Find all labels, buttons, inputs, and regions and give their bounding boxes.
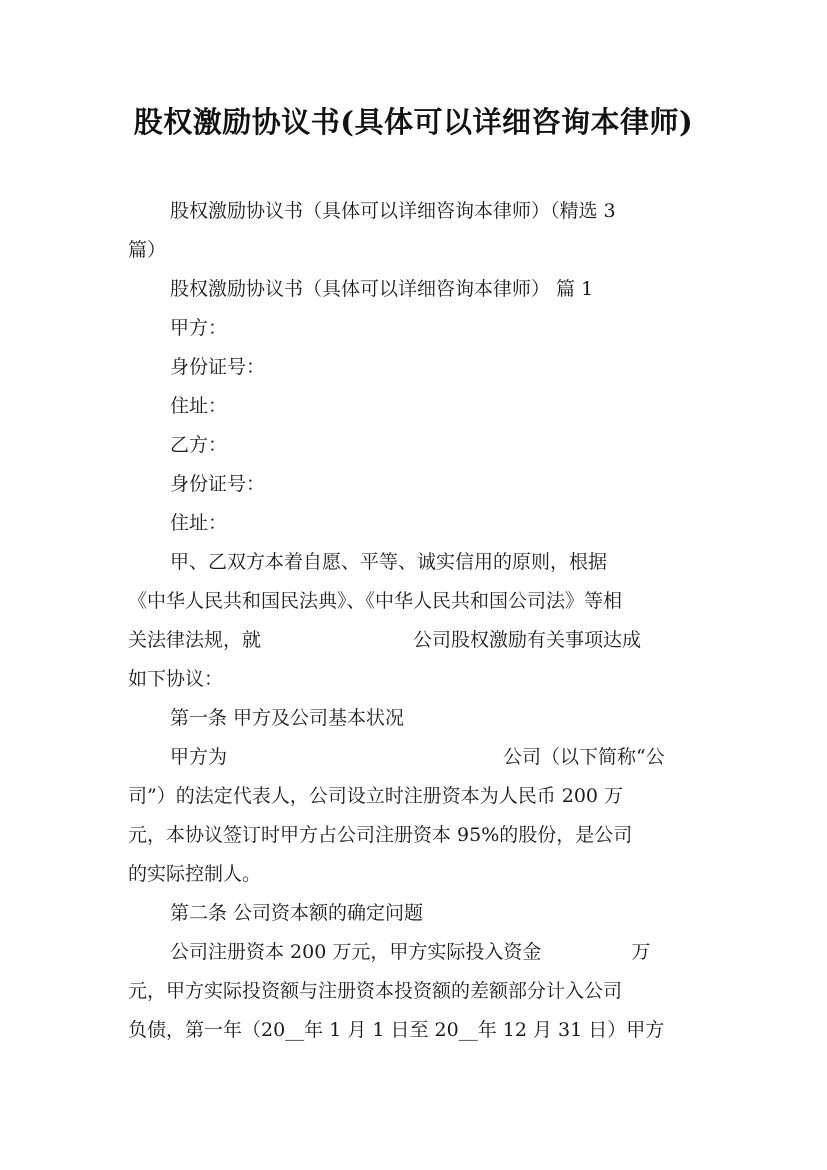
intro-line-1: 股权激励协议书（具体可以详细咨询本律师）（精选 3 xyxy=(170,200,616,222)
article-1-line-1-start: 甲方为 xyxy=(170,746,228,768)
article-1-heading: 第一条 甲方及公司基本状况 xyxy=(170,707,405,729)
party-a-label: 甲方： xyxy=(170,317,228,339)
article-2-line-1-end: 万 xyxy=(631,941,651,963)
preamble-line-1: 甲、乙双方本着自愿、平等、诚实信用的原则，根据 xyxy=(170,551,608,573)
article-2-line-2: 元，甲方实际投资额与注册资本投资额的差额部分计入公司 xyxy=(128,980,623,1002)
preamble-line-3-end: 公司股权激励有关事项达成 xyxy=(413,629,642,651)
preamble-line-3 xyxy=(128,621,700,660)
party-a-id-label: 身份证号： xyxy=(170,356,266,378)
article-2-line-1-start: 公司注册资本 200 万元，甲方实际投入资金 xyxy=(170,941,542,963)
article-1-line-1 xyxy=(170,738,700,777)
article-1-line-4: 的实际控制人。 xyxy=(128,863,262,885)
article-1-line-3: 元，本协议签订时甲方占公司注册资本 95%的股份，是公司 xyxy=(128,824,633,846)
article-1-line-2: 司”）的法定代表人，公司设立时注册资本为人民币 200 万 xyxy=(128,785,624,807)
article-2-line-3: 负债，第一年（20__年 1 月 1 日至 20__年 12 月 31 日）甲方 xyxy=(128,1019,665,1041)
article-1-line-1-end: 公司（以下简称“公 xyxy=(503,746,665,768)
article-2-line-1 xyxy=(170,933,700,972)
section-heading: 股权激励协议书（具体可以详细咨询本律师） 篇 1 xyxy=(170,278,594,300)
party-b-address-label: 住址： xyxy=(170,512,228,534)
intro-line-2: 篇） xyxy=(128,239,167,261)
preamble-line-3-start: 关法律法规，就 xyxy=(128,629,262,651)
document-title: 股权激励协议书(具体可以详细咨询本律师) xyxy=(133,105,694,139)
preamble-line-4: 如下协议： xyxy=(128,668,224,690)
party-b-id-label: 身份证号： xyxy=(170,473,266,495)
party-a-address-label: 住址： xyxy=(170,395,228,417)
preamble-line-2: 《中华人民共和国民法典》、《中华人民共和国公司法》等相 xyxy=(128,590,623,612)
article-2-heading: 第二条 公司资本额的确定问题 xyxy=(170,902,424,924)
party-b-label: 乙方： xyxy=(170,434,228,456)
